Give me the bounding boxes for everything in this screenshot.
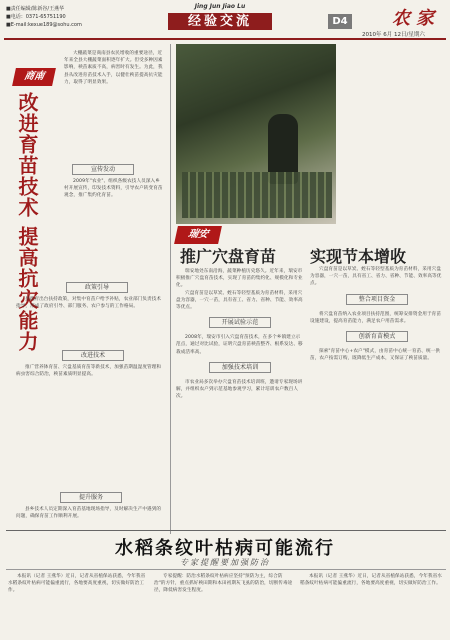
main-para-3: 2008年，瑞安市引入穴盘育苗技术，在多个乡镇建立示范点，通过对比试验，证明穴盘育苗秧苗整齐、根系发达、移栽成活率高。 bbox=[176, 335, 303, 355]
left-subhead-4: 提升服务 bbox=[60, 492, 122, 503]
main-headline-left: 推广穴盘育苗 bbox=[180, 247, 277, 266]
bottom-rule bbox=[6, 530, 446, 531]
main-subhead-1: 开展试验示范 bbox=[209, 317, 271, 328]
masthead bbox=[0, 0, 450, 40]
left-para-4 bbox=[16, 506, 164, 536]
main-para-6: 探索"育苗中心+农户"模式，由育苗中心统一育苗、统一供苗，农户按需订购，既降低生产成本，又保证了秧苗质量。 bbox=[310, 349, 441, 362]
main-para-5: 将穴盘育苗纳入农业项目扶持范围，统筹安排资金用于育苗设施建设，提高育苗能力，满足农户用苗需求。 bbox=[310, 311, 442, 324]
main-col-1 bbox=[176, 268, 304, 518]
bottom-para-1: 本报讯（记者 王燕华）近日，记者从省植保站获悉，今年我省水稻条纹叶枯病可能偏重流行，各地要高度重视，切实做好防治工作。 bbox=[8, 574, 146, 594]
main-para-intro-right: 穴盘育苗是以草炭、蛭石等轻型基质为育苗材料，采用穴盘为容器，一穴一苗，具有省工、省力、省种、节能、效率高等优点。 bbox=[310, 267, 442, 287]
main-para-1: 瑞安地处东南沿海，蔬菜种植历史悠久。近年来，瑞安市积极推广穴盘育苗技术，实现了育苗的集约化、规模化和专业化。 bbox=[176, 269, 303, 289]
section-pinyin: Jing Jun Jiao Lu bbox=[194, 3, 246, 10]
left-subhead-3: 改进技术 bbox=[62, 350, 124, 361]
section-title: 经验交流 bbox=[168, 13, 272, 30]
paper-name: 农家 bbox=[392, 8, 440, 29]
bottom-divider bbox=[6, 569, 446, 570]
main-headline-right: 实现节本增收 bbox=[310, 247, 407, 266]
main-place-tag: 瑞安 bbox=[174, 226, 222, 244]
main-para-4: 市农业局多次举办穴盘育苗技术培训班，邀请专家现场讲解，并组织农户到示范基地参观学习，累计培训农户数百人次。 bbox=[176, 379, 303, 400]
place-tag: 商南 bbox=[12, 68, 56, 86]
main-col-2 bbox=[310, 266, 444, 520]
left-para-2-text: 县政府出台扶持政策，对集中育苗户给予补贴，农业部门负责技术指导，形成了政府引导、部门服务、农户参与的工作格局。 bbox=[16, 297, 162, 310]
bottom-col-2 bbox=[154, 573, 294, 635]
left-headline-text: 改进育苗技术 提高抗灾能力 bbox=[15, 92, 39, 352]
editor-line: ■责任编辑/陈新谷/王燕华 bbox=[6, 6, 65, 12]
seedling-photo bbox=[176, 44, 336, 224]
column-divider bbox=[170, 44, 171, 534]
bottom-para-2: 专家提醒：防治水稻条纹叶枯病应坚持"预防为主，综合防治"的方针，重点抓好秧田期和本田初期灰飞虱的防治，切断传毒途径，降低病害发生程度。 bbox=[154, 574, 293, 594]
bottom-subtitle: 专家提醒要加强防治 bbox=[180, 558, 270, 567]
main-para-2: 穴盘育苗是以草炭、蛭石等轻型基质为育苗材料，采用穴盘为容器，一穴一苗，具有省工、省力、省种、节能、效率高等优点。 bbox=[176, 290, 303, 311]
bottom-headline: 水稻条纹叶枯病可能流行 bbox=[115, 538, 335, 559]
main-subhead-2: 加强技术培训 bbox=[209, 362, 271, 373]
left-para-1 bbox=[64, 178, 164, 248]
main-subhead-3: 整合项目资金 bbox=[346, 294, 408, 305]
masthead-rule bbox=[4, 38, 446, 40]
bottom-col-1 bbox=[8, 573, 148, 635]
left-para-3 bbox=[16, 364, 164, 484]
bottom-col-3 bbox=[300, 573, 444, 635]
left-subhead-2: 政策引导 bbox=[66, 282, 128, 293]
left-para-2 bbox=[16, 296, 164, 346]
left-intro-text: 大棚蔬菜是商南县农民增收的重要途径，近年来全县大棚蔬菜面积逐年扩大。但受多种因素影响，秧苗素质不高，病害时有发生。为此，我县从改进育苗技术入手，以健壮秧苗提高抗灾能力，取得了明显效果。 bbox=[64, 51, 163, 85]
left-article bbox=[6, 44, 168, 524]
left-intro bbox=[64, 50, 164, 160]
photo-seedling-tray bbox=[182, 172, 332, 218]
phone-line: ■电话：0371-65751190 bbox=[6, 14, 66, 20]
bottom-para-3: 本报讯（记者 王燕华）近日，记者从省植保站获悉，今年我省水稻条纹叶枯病可能偏重流行，各地要高度重视，切实做好防治工作。 bbox=[300, 574, 442, 587]
left-para-1-text: 2009年"农业"、组织各级农技人员深入乡村开展宣传，印发技术资料，引导农户转变育苗观念，推广集约化育苗。 bbox=[64, 179, 163, 199]
email-line: ■E-mail:kexue189@sohu.com bbox=[6, 22, 82, 28]
main-subhead-4: 创新育苗模式 bbox=[346, 331, 408, 342]
editor-info bbox=[6, 5, 82, 29]
page-number-badge: D4 bbox=[328, 14, 352, 29]
left-para-3-text: 推广营养钵育苗、穴盘基质育苗等新技术，加强苗期温湿度管理和病虫害综合防治，秧苗素质明显提高。 bbox=[16, 365, 162, 378]
left-subhead-1: 宣传发动 bbox=[72, 164, 134, 175]
left-para-4-text: 县乡技术人员定期深入育苗基地现场指导，及时解决生产中遇到的问题，确保育苗工作顺利开展。 bbox=[16, 507, 162, 520]
date-line: 2010年 6月 12日/星期六 bbox=[362, 32, 425, 38]
